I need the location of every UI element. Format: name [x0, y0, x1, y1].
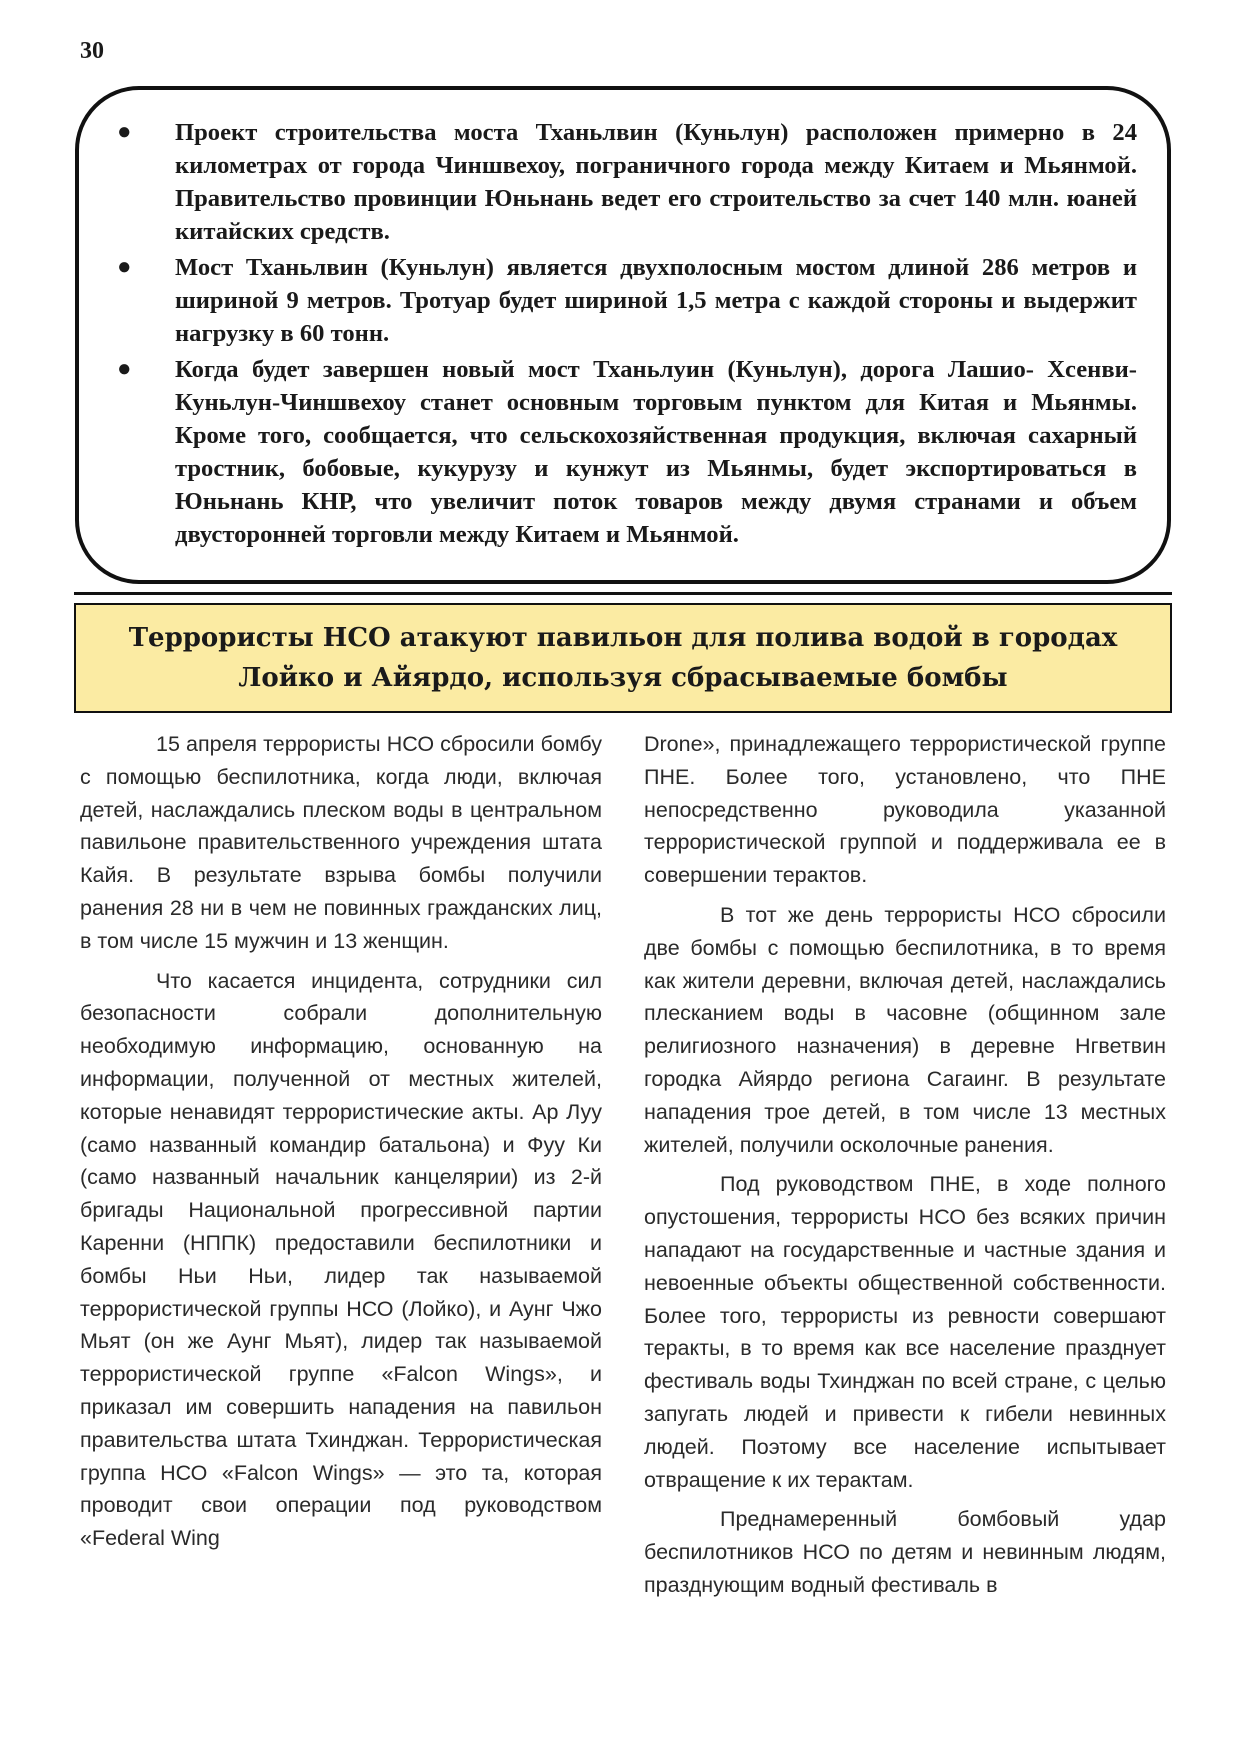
bullet-icon: ●	[117, 254, 132, 280]
summary-bullet-text: Проект строительства моста Тханьлвин (Куньлун) расположен примерно в 24 километрах от города Чиншвехоу, пограничного города между Китаем и Мьянмой. Правительство провинции Юньнань ведет его строительство за счет 140 млн. юаней китайских средств.	[175, 119, 1137, 245]
summary-bullet-item	[113, 251, 1137, 350]
summary-bullet-text: Когда будет завершен новый мост Тханьлуин (Куньлун), дорога Лашио- Хсенви-Куньлун-Чиншвехоу станет основным торговым пунктом для Китая и Мьянмы. Кроме того, сообщается, что сельскохозяйственная продукция, включая сахарный тростник, бобовые, кукурузу и кунжут из Мьянмы, будет экспортироваться в Юньнань КНР, что увеличит поток товаров между двумя странами и объем двусторонней торговли между Китаем и Мьянмой.	[175, 356, 1137, 548]
page-number: 30	[80, 38, 104, 64]
summary-bullet-item	[113, 353, 1137, 551]
paragraph: В тот же день террористы НСО сбросили две бомбы с помощью беспилотника, в то время как жители деревни, включая детей, наслаждались плесканием воды в часовне (общинном зале религиозного назначения) в деревне Нгветвин городка Айярдо региона Сагаинг. В результате нападения трое детей, в том числе 13 местных жителей, получили осколочные ранения.	[644, 902, 1166, 1157]
paragraph-continuation: Drone», принадлежащего террористической группе ПНЕ. Более того, установлено, что ПНЕ непосредственно руководила указанной террористической группой и поддерживала ее в совершении терактов.	[644, 732, 1166, 888]
paragraph: Под руководством ПНЕ, в ходе полного опустошения, террористы НСО без всяких причин нападают на государственные и частные здания и невоенные объекты общественной собственности. Более того, террористы из ревности совершают теракты, в то время как все население празднует фестиваль воды Тхинджан по всей стране, с целью запугать людей и привести к гибели невинных людей. Поэтому все население испытывает отвращение к их терактам.	[644, 1172, 1166, 1492]
bullet-icon: ●	[117, 356, 132, 382]
paragraph: Что касается инцидента, сотрудники сил безопасности собрали дополнительную необходимую информацию, основанную на информации, полученной от местных жителей, которые ненавидят террористические акты. Ар Луу (само названный командир батальона) и Фуу Ки (само названный начальник канцелярии) из 2-й бригады Национальной прогрессивной партии Каренни (НППК) предоставили беспилотники и бомбы Ньи Ньи, лидер так называемой террористической группы НСО (Лойко), и Аунг Чжо Мьят (он же Аунг Мьят), лидер так называемой террористической группе «Falcon Wings», и приказал им совершить нападения на павильон правительства штата Тхинджан. Террористическая группа НСО «Falcon Wings» — это та, которая проводит свои операции под руководством «Federal Wing	[80, 968, 602, 1551]
paragraph: 15 апреля террористы НСО сбросили бомбу с помощью беспилотника, когда люди, включая детей, наслаждались плеском воды в центральном павильоне правительственного учреждения штата Кайя. В результате взрыва бомбы получили ранения 28 ни в чем не повинных гражданских лиц, в том числе 15 мужчин и 13 женщин.	[80, 732, 602, 953]
right-column	[644, 728, 1166, 1609]
paragraph: Преднамеренный бомбовый удар беспилотников НСО по детям и невинным людям, празднующим водный фестиваль в	[644, 1507, 1166, 1597]
bullet-icon: ●	[117, 119, 132, 145]
summary-box	[75, 86, 1171, 584]
headline-box	[74, 603, 1172, 713]
article-body	[80, 728, 1166, 1609]
summary-bullet-text: Мост Тханьлвин (Куньлун) является двухполосным мостом длиной 286 метров и шириной 9 метров. Тротуар будет шириной 1,5 метра с каждой стороны и выдержит нагрузку в 60 тонн.	[175, 254, 1137, 347]
summary-bullet-item	[113, 116, 1137, 248]
section-divider	[74, 592, 1172, 595]
left-column	[80, 728, 602, 1609]
article-headline: Террористы НСО атакуют павильон для полива водой в городах Лойко и Айярдо, используя сбрасываемые бомбы	[128, 623, 1118, 693]
summary-bullet-list	[113, 116, 1137, 551]
